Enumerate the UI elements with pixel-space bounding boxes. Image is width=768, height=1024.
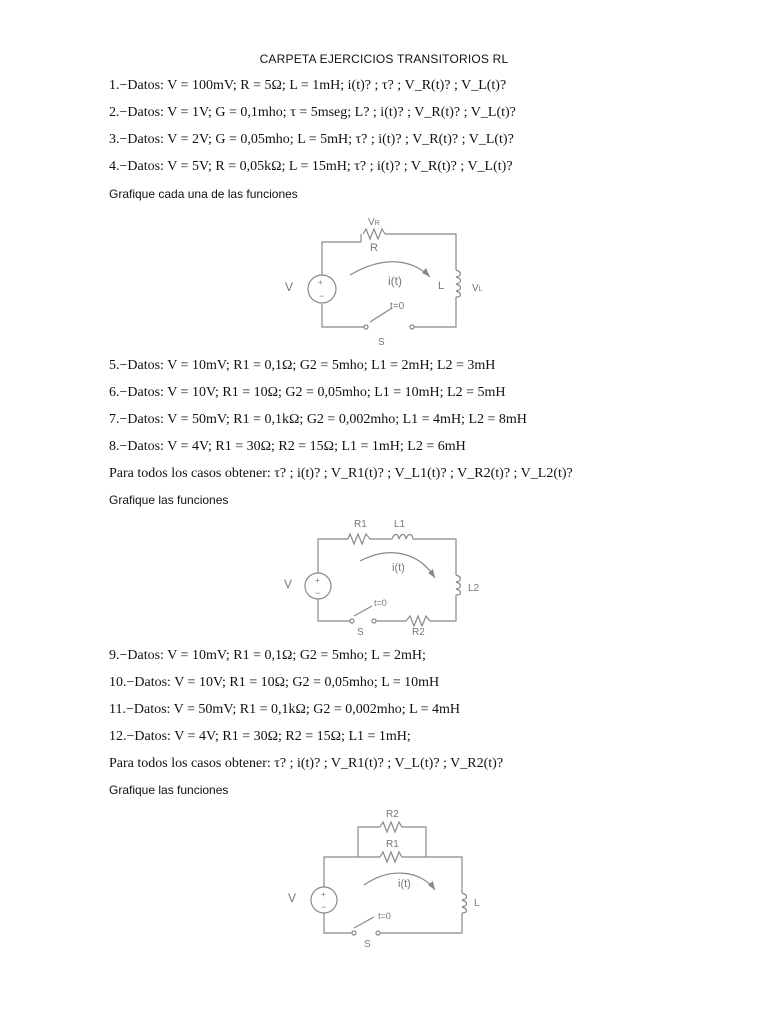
exercise-2: 2.−Datos: V = 1V; G = 0,1mho; τ = 5mseg; L? ; i(t)? ; V_R(t)? ; V_L(t)? xyxy=(109,105,516,120)
circuit-diagram-3 xyxy=(280,805,480,950)
vl-label: VL xyxy=(472,283,483,294)
r1-label: R1 xyxy=(354,519,367,530)
l-label: L xyxy=(438,280,445,292)
v-label: V xyxy=(284,577,293,591)
v-label: V xyxy=(285,280,294,294)
page-title: CARPETA EJERCICIOS TRANSITORIOS RL xyxy=(259,52,509,66)
l2-label: L2 xyxy=(468,583,480,594)
circuit-diagram-2 xyxy=(280,513,480,643)
vr-label: VR xyxy=(368,217,380,228)
current-label: i(t) xyxy=(388,274,402,288)
exercise-1: 1.−Datos: V = 100mV; R = 5Ω; L = 1mH; i(t)? ; τ? ; V_R(t)? ; V_L(t)? xyxy=(109,78,507,93)
switch-time-label: t=0 xyxy=(374,598,387,608)
switch-label: S xyxy=(364,939,371,950)
exercise-11: 11.−Datos: V = 50mV; R1 = 0,1kΩ; G2 = 0,002mho; L = 4mH xyxy=(109,702,461,717)
plus-sign: + xyxy=(321,890,326,899)
l-label: L xyxy=(474,898,480,909)
current-label: i(t) xyxy=(398,878,411,890)
l1-label: L1 xyxy=(394,519,406,530)
exercise-8: 8.−Datos: V = 4V; R1 = 30Ω; R2 = 15Ω; L1 = 1mH; L2 = 6mH xyxy=(109,439,466,454)
exercise-3: 3.−Datos: V = 2V; G = 0,05mho; L = 5mH; τ? ; i(t)? ; V_R(t)? ; V_L(t)? xyxy=(109,132,514,147)
r-label: R xyxy=(370,242,378,254)
minus-sign: − xyxy=(315,588,321,598)
exercise-6: 6.−Datos: V = 10V; R1 = 10Ω; G2 = 0,05mho; L1 = 10mH; L2 = 5mH xyxy=(109,385,506,400)
instruction-3: Grafique las funciones xyxy=(109,783,229,797)
switch-time-label: t=0 xyxy=(390,301,405,312)
minus-sign: − xyxy=(319,291,325,301)
switch-label: S xyxy=(378,337,385,348)
obtain-3: Para todos los casos obtener: τ? ; i(t)? ; V_R1(t)? ; V_L(t)? ; V_R2(t)? xyxy=(109,756,504,771)
exercise-5: 5.−Datos: V = 10mV; R1 = 0,1Ω; G2 = 5mho; L1 = 2mH; L2 = 3mH xyxy=(109,358,496,373)
r2-label: R2 xyxy=(412,627,425,638)
plus-sign: + xyxy=(318,278,323,287)
r2-label: R2 xyxy=(386,809,399,820)
instruction-1: Grafique cada una de las funciones xyxy=(109,187,298,201)
current-label: i(t) xyxy=(392,562,405,574)
r1-label: R1 xyxy=(386,839,399,850)
exercise-9: 9.−Datos: V = 10mV; R1 = 0,1Ω; G2 = 5mho; L = 2mH; xyxy=(109,648,426,663)
obtain-2: Para todos los casos obtener: τ? ; i(t)? ; V_R1(t)? ; V_L1(t)? ; V_R2(t)? ; V_L2(t)? xyxy=(109,466,573,481)
switch-label: S xyxy=(357,627,364,638)
circuit-diagram-1 xyxy=(280,205,483,348)
exercise-7: 7.−Datos: V = 50mV; R1 = 0,1kΩ; G2 = 0,002mho; L1 = 4mH; L2 = 8mH xyxy=(109,412,527,427)
exercise-12: 12.−Datos: V = 4V; R1 = 30Ω; R2 = 15Ω; L1 = 1mH; xyxy=(109,729,411,744)
minus-sign: − xyxy=(321,902,327,912)
v-label: V xyxy=(288,891,297,905)
exercise-4: 4.−Datos: V = 5V; R = 0,05kΩ; L = 15mH; τ? ; i(t)? ; V_R(t)? ; V_L(t)? xyxy=(109,159,513,174)
switch-time-label: t=0 xyxy=(378,911,391,921)
instruction-2: Grafique las funciones xyxy=(109,493,229,507)
plus-sign: + xyxy=(315,576,320,585)
exercise-10: 10.−Datos: V = 10V; R1 = 10Ω; G2 = 0,05mho; L = 10mH xyxy=(109,675,440,690)
